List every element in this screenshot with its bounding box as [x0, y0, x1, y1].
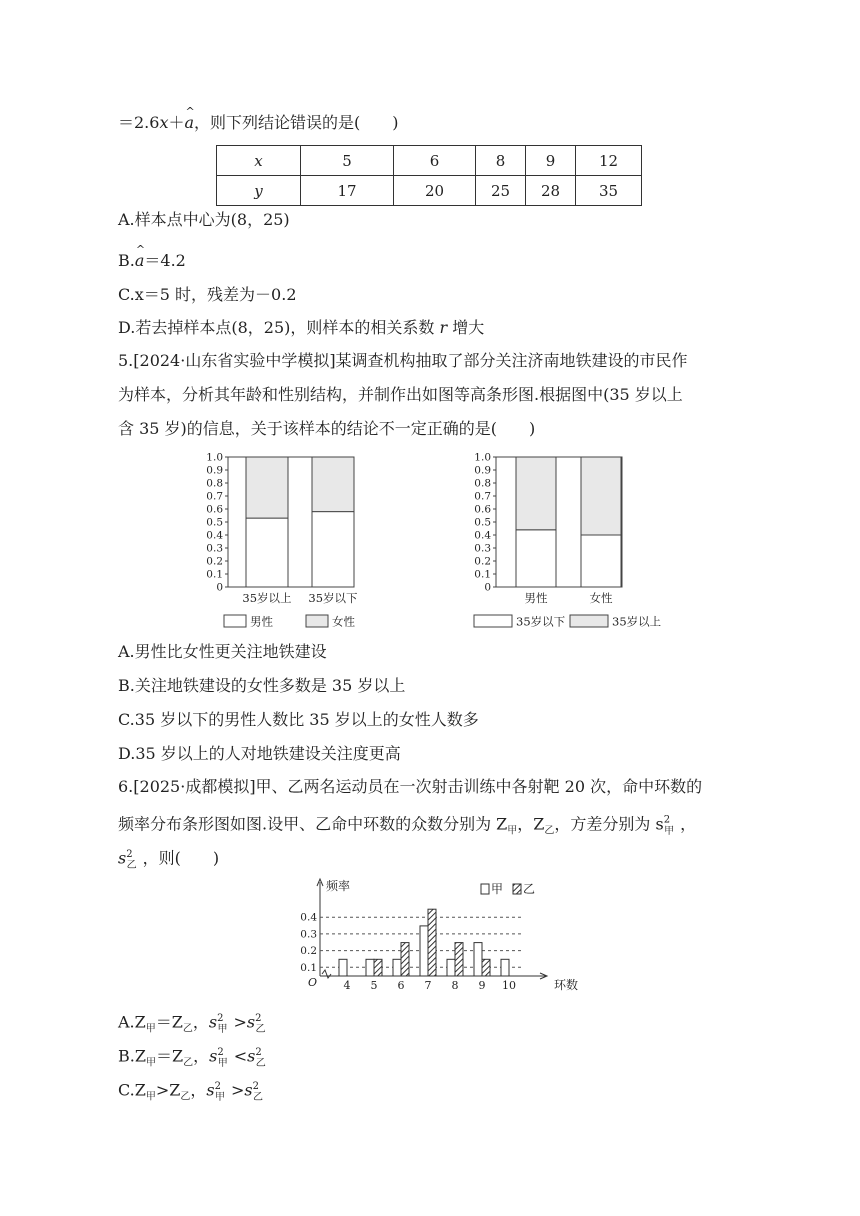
- legend-label: 35岁以上: [612, 614, 662, 629]
- x-tick-label: 6: [397, 979, 405, 992]
- legend-swatch-女性: [306, 615, 328, 627]
- y-tick-label: 0.7: [474, 490, 491, 503]
- bar-yi-8: [455, 943, 463, 976]
- x-tick-label: 女性: [589, 591, 613, 605]
- q5-stem-line1: 5.[2024·山东省实验中学模拟]某调查机构抽取了部分关注济南地铁建设的市民作: [118, 351, 688, 370]
- y-tick-label: 0.1: [206, 568, 223, 581]
- legend-label: 女性: [332, 614, 355, 629]
- y-tick-label: 0.9: [206, 464, 223, 477]
- y-tick-label: 0.2: [206, 555, 223, 568]
- x-tick-label: 35岁以上: [242, 591, 292, 605]
- bar-yi-5: [374, 959, 382, 976]
- bar-yi-6: [401, 943, 409, 976]
- q5-option-d: D.35 岁以上的人对地铁建设关注度更高: [118, 744, 401, 763]
- bar-jia-4: [339, 959, 347, 976]
- bar-35岁以下-女性: [581, 535, 621, 587]
- y-tick-label: 0.3: [206, 542, 223, 555]
- bar-35岁以上-男性: [516, 457, 556, 530]
- bar-yi-7: [428, 909, 436, 976]
- legend-swatch-yi: [513, 884, 521, 894]
- x-axis-label: 环数: [554, 978, 579, 992]
- bar-女性-35岁以下: [312, 457, 354, 512]
- bar-jia-10: [501, 959, 509, 976]
- table-row-y: y 17 20 25 28 35: [217, 176, 642, 206]
- q6-option-a: $A.Z_甲=Z_乙$，$s^2_甲 >s^2_乙$: [118, 1012, 266, 1035]
- x-tick-label: 8: [451, 979, 459, 992]
- q6-stem-line2: 频率分布条形图如图.设甲、乙命中环数的众数分别为 $Z_甲$，$Z_乙$，方差分别为 $s^2_甲$ ，: [118, 814, 697, 837]
- bar-男性-35岁以下: [312, 512, 354, 587]
- q4-option-a: A.样本点中心为(8，25): [118, 210, 290, 229]
- q4-option-c: C.x＝5 时，残差为－0.2: [118, 285, 297, 304]
- legend-swatch-35岁以上: [570, 615, 608, 627]
- q5-stem-line2: 为样本，分析其年龄和性别结构，并制作出如图等高条形图.根据图中(35 岁以上: [118, 385, 683, 404]
- y-tick-label: 0: [484, 581, 491, 594]
- y-tick-label: 0.8: [474, 477, 491, 490]
- y-tick-label: 0.9: [474, 464, 491, 477]
- q4-option-b: B.^ a＝4.2: [118, 250, 186, 272]
- table-row-x: x 5 6 8 9 12: [217, 146, 642, 176]
- y-tick-label: 0.8: [206, 477, 223, 490]
- y-tick-label: 0.3: [474, 542, 491, 555]
- x-tick-label: 5: [370, 979, 378, 992]
- y-axis-label: 频率: [326, 879, 351, 893]
- y-tick-label: 0.4: [300, 911, 317, 924]
- y-tick-label: 0.4: [474, 529, 491, 542]
- bar-35岁以上-女性: [581, 457, 621, 535]
- bar-jia-9: [474, 943, 482, 976]
- y-tick-label: 0: [216, 581, 223, 594]
- x-tick-label: 7: [424, 979, 432, 992]
- bar-jia-6: [393, 959, 401, 976]
- bar-男性-35岁以上: [246, 518, 288, 587]
- y-tick-label: 0.7: [206, 490, 223, 503]
- legend-swatch-男性: [224, 615, 246, 627]
- y-tick-label: 1.0: [474, 451, 491, 464]
- y-tick-label: 0.2: [300, 945, 317, 958]
- legend-label: 乙: [523, 882, 536, 896]
- y-tick-label: 0.3: [300, 928, 317, 941]
- x-tick-label: 男性: [524, 591, 548, 605]
- q6-option-c: $C.Z_甲>Z_乙$，$s^2_甲 >s^2_乙$: [118, 1080, 264, 1103]
- y-tick-label: 0.1: [474, 568, 491, 581]
- x-tick-label: 35岁以下: [308, 591, 358, 605]
- legend-label: 35岁以下: [516, 614, 566, 629]
- x-tick-label: 4: [343, 979, 351, 992]
- bar-yi-9: [482, 959, 490, 976]
- y-tick-label: 0.2: [474, 555, 491, 568]
- q4-option-d: D.若去掉样本点(8，25)，则样本的相关系数 r 增大: [118, 318, 485, 337]
- q6-stem-line3: $s^2_乙$ ，则( ): [118, 848, 220, 871]
- legend-label: 甲: [491, 882, 504, 896]
- x-tick-label: 10: [502, 979, 516, 992]
- bar-jia-5: [366, 959, 374, 976]
- y-tick-label: 0.5: [474, 516, 491, 529]
- q5-option-c: C.35 岁以下的男性人数比 35 岁以上的女性人数多: [118, 710, 479, 729]
- frequency-bar-chart: [296, 876, 586, 998]
- legend-swatch-35岁以下: [474, 615, 512, 627]
- bar-jia-8: [447, 959, 455, 976]
- axis-break: [322, 970, 331, 978]
- y-tick-label: 0.6: [474, 503, 491, 516]
- y-tick-label: 0.6: [206, 503, 223, 516]
- y-tick-label: 0.1: [300, 961, 317, 974]
- q5-stem-line3: 含 35 岁)的信息，关于该样本的结论不一定正确的是( ): [118, 419, 536, 438]
- stacked-bar-chart-age: [196, 449, 386, 631]
- y-tick-label: 0.4: [206, 529, 223, 542]
- stacked-bar-chart-gender: [464, 449, 674, 631]
- bar-女性-35岁以上: [246, 457, 288, 518]
- bar-35岁以下-男性: [516, 530, 556, 587]
- legend-label: 男性: [250, 614, 273, 629]
- x-tick-label: 9: [478, 979, 486, 992]
- legend-swatch-jia: [481, 884, 489, 894]
- data-table: [216, 145, 642, 206]
- q6-stem-line1: 6.[2025·成都模拟]甲、乙两名运动员在一次射击训练中各射靶 20 次，命中环数的: [118, 777, 703, 796]
- q5-option-b: B.关注地铁建设的女性多数是 35 岁以上: [118, 676, 406, 695]
- q4-stem: ＝2.6x＋^ a，则下列结论错误的是( ): [118, 112, 399, 134]
- q6-option-b: $B.Z_甲=Z_乙$，$s^2_甲 <s^2_乙$: [118, 1046, 266, 1069]
- origin-label: O: [308, 976, 318, 989]
- bar-jia-7: [420, 926, 428, 976]
- q5-option-a: A.男性比女性更关注地铁建设: [118, 642, 327, 661]
- y-tick-label: 1.0: [206, 451, 223, 464]
- y-tick-label: 0.5: [206, 516, 223, 529]
